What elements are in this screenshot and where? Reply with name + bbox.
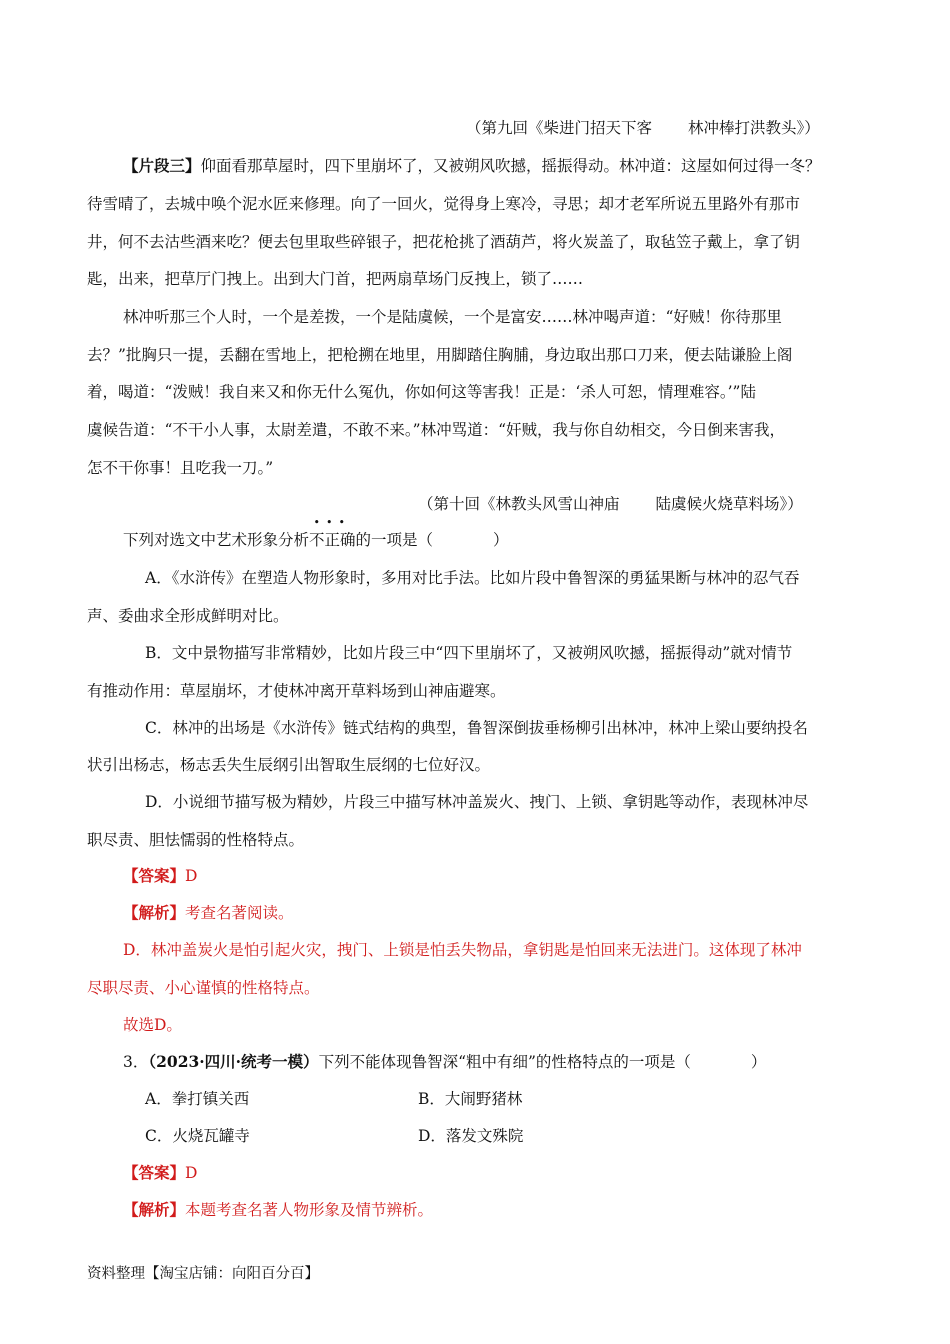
citation-chapter-9: （第九回《柴进门招天下客 林冲棒打洪教头》） <box>466 119 820 137</box>
excerpt-label: 【片段三】 <box>123 156 201 175</box>
q3-analysis-line: 【解析】本题考查名著人物形象及情节辨析。 <box>123 1200 434 1219</box>
paragraph-line: 虞候告道：“不干小人事，太尉差遣，不敢不来。”林冲骂道：“奸贼，我与你自幼相交，今日倒来害我， <box>87 421 786 439</box>
paragraph-line: 【片段三】仰面看那草屋时，四下里崩坏了，又被朔风吹撼，摇振得动。林冲道：这屋如何过得一冬？ <box>123 156 821 175</box>
question-3-stem: 3．（2023·四川·统考一模）下列不能体现鲁智深“粗中有细”的性格特点的一项是（ ） <box>123 1052 767 1071</box>
paragraph-line: 着，喝道：“泼贼！我自来又和你无什么冤仇，你如何这等害我！正是：‘杀人可恕，情理难容。’”陆 <box>87 383 756 401</box>
analysis-line: 【解析】考查名著阅读。 <box>123 903 294 922</box>
paragraph-line: 匙，出来，把草厅门拽上。出到大门首，把两扇草场门反拽上，锁了…… <box>87 270 584 288</box>
option-a-line: A．《水浒传》在塑造人物形象时，多用对比手法。比如片段中鲁智深的勇猛果断与林冲的忍气吞 <box>145 569 800 587</box>
answer-line: 【答案】D <box>123 866 198 885</box>
option-b-line: 有推动作用：草屋崩坏，才使林冲离开草料场到山神庙避寒。 <box>87 682 506 700</box>
paragraph-line: 林冲听那三个人时，一个是差拨，一个是陆虞候，一个是富安……林冲喝声道：“好贼！你待那里 <box>123 308 782 326</box>
option-d-line: 职尽责、胆怯懦弱的性格特点。 <box>87 831 305 849</box>
question-2-stem: 下列对选文中艺术形象分析 ••• 不正确的一项是（ ） <box>123 516 509 549</box>
explanation-line: D．林冲盖炭火是怕引起火灾，拽门、上锁是怕丢失物品，拿钥匙是怕回来无法进门。这体现了林冲 <box>123 941 802 959</box>
citation-chapter-10: （第十回《林教头风雪山神庙 陆虞候火烧草料场》） <box>418 495 803 513</box>
option-d-line: D．小说细节描写极为精妙，片段三中描写林冲盖炭火、拽门、上锁、拿钥匙等动作，表现林冲尽 <box>145 793 809 811</box>
conclusion-line: 故选D。 <box>123 1016 182 1034</box>
paragraph-line: 待雪晴了，去城中唤个泥水匠来修理。向了一回火，觉得身上寒冷，寻思；却才老军所说五里路外有那市 <box>87 195 801 213</box>
q3-answer-line: 【答案】D <box>123 1163 198 1182</box>
paragraph-line: 怎不干你事！且吃我一刀。” <box>87 459 274 477</box>
option-c-line: C．林冲的出场是《水浒传》链式结构的典型，鲁智深倒拔垂杨柳引出林冲，林冲上梁山要纳投名 <box>145 719 808 737</box>
page-footer: 资料整理【淘宝店铺：向阳百分百】 <box>87 1266 319 1282</box>
emphasis-dots: ••• 不正确 <box>309 516 356 549</box>
q3-option-b: B．大闹野猪林 <box>418 1090 523 1108</box>
paragraph-line: 去？”批胸只一提，丢翻在雪地上，把枪搠在地里，用脚踏住胸脯，身边取出那口刀来，便去陆谦脸上阁 <box>87 346 793 364</box>
option-a-line: 声、委曲求全形成鲜明对比。 <box>87 607 289 625</box>
option-b-line: B．文中景物描写非常精妙，比如片段三中“四下里崩坏了，又被朔风吹撼，摇振得动”就对情节 <box>145 644 793 662</box>
explanation-line: 尽职尽责、小心谨慎的性格特点。 <box>87 979 320 997</box>
option-c-line: 状引出杨志，杨志丢失生辰纲引出智取生辰纲的七位好汉。 <box>87 756 491 774</box>
q3-option-c: C．火烧瓦罐寺 <box>145 1127 250 1145</box>
q3-option-a: A．拳打镇关西 <box>145 1090 250 1108</box>
paragraph-line: 井，何不去沽些酒来吃？便去包里取些碎银子，把花枪挑了酒葫芦，将火炭盖了，取毡笠子戴上，拿了钥 <box>87 233 801 251</box>
q3-option-d: D．落发文殊院 <box>418 1127 524 1145</box>
